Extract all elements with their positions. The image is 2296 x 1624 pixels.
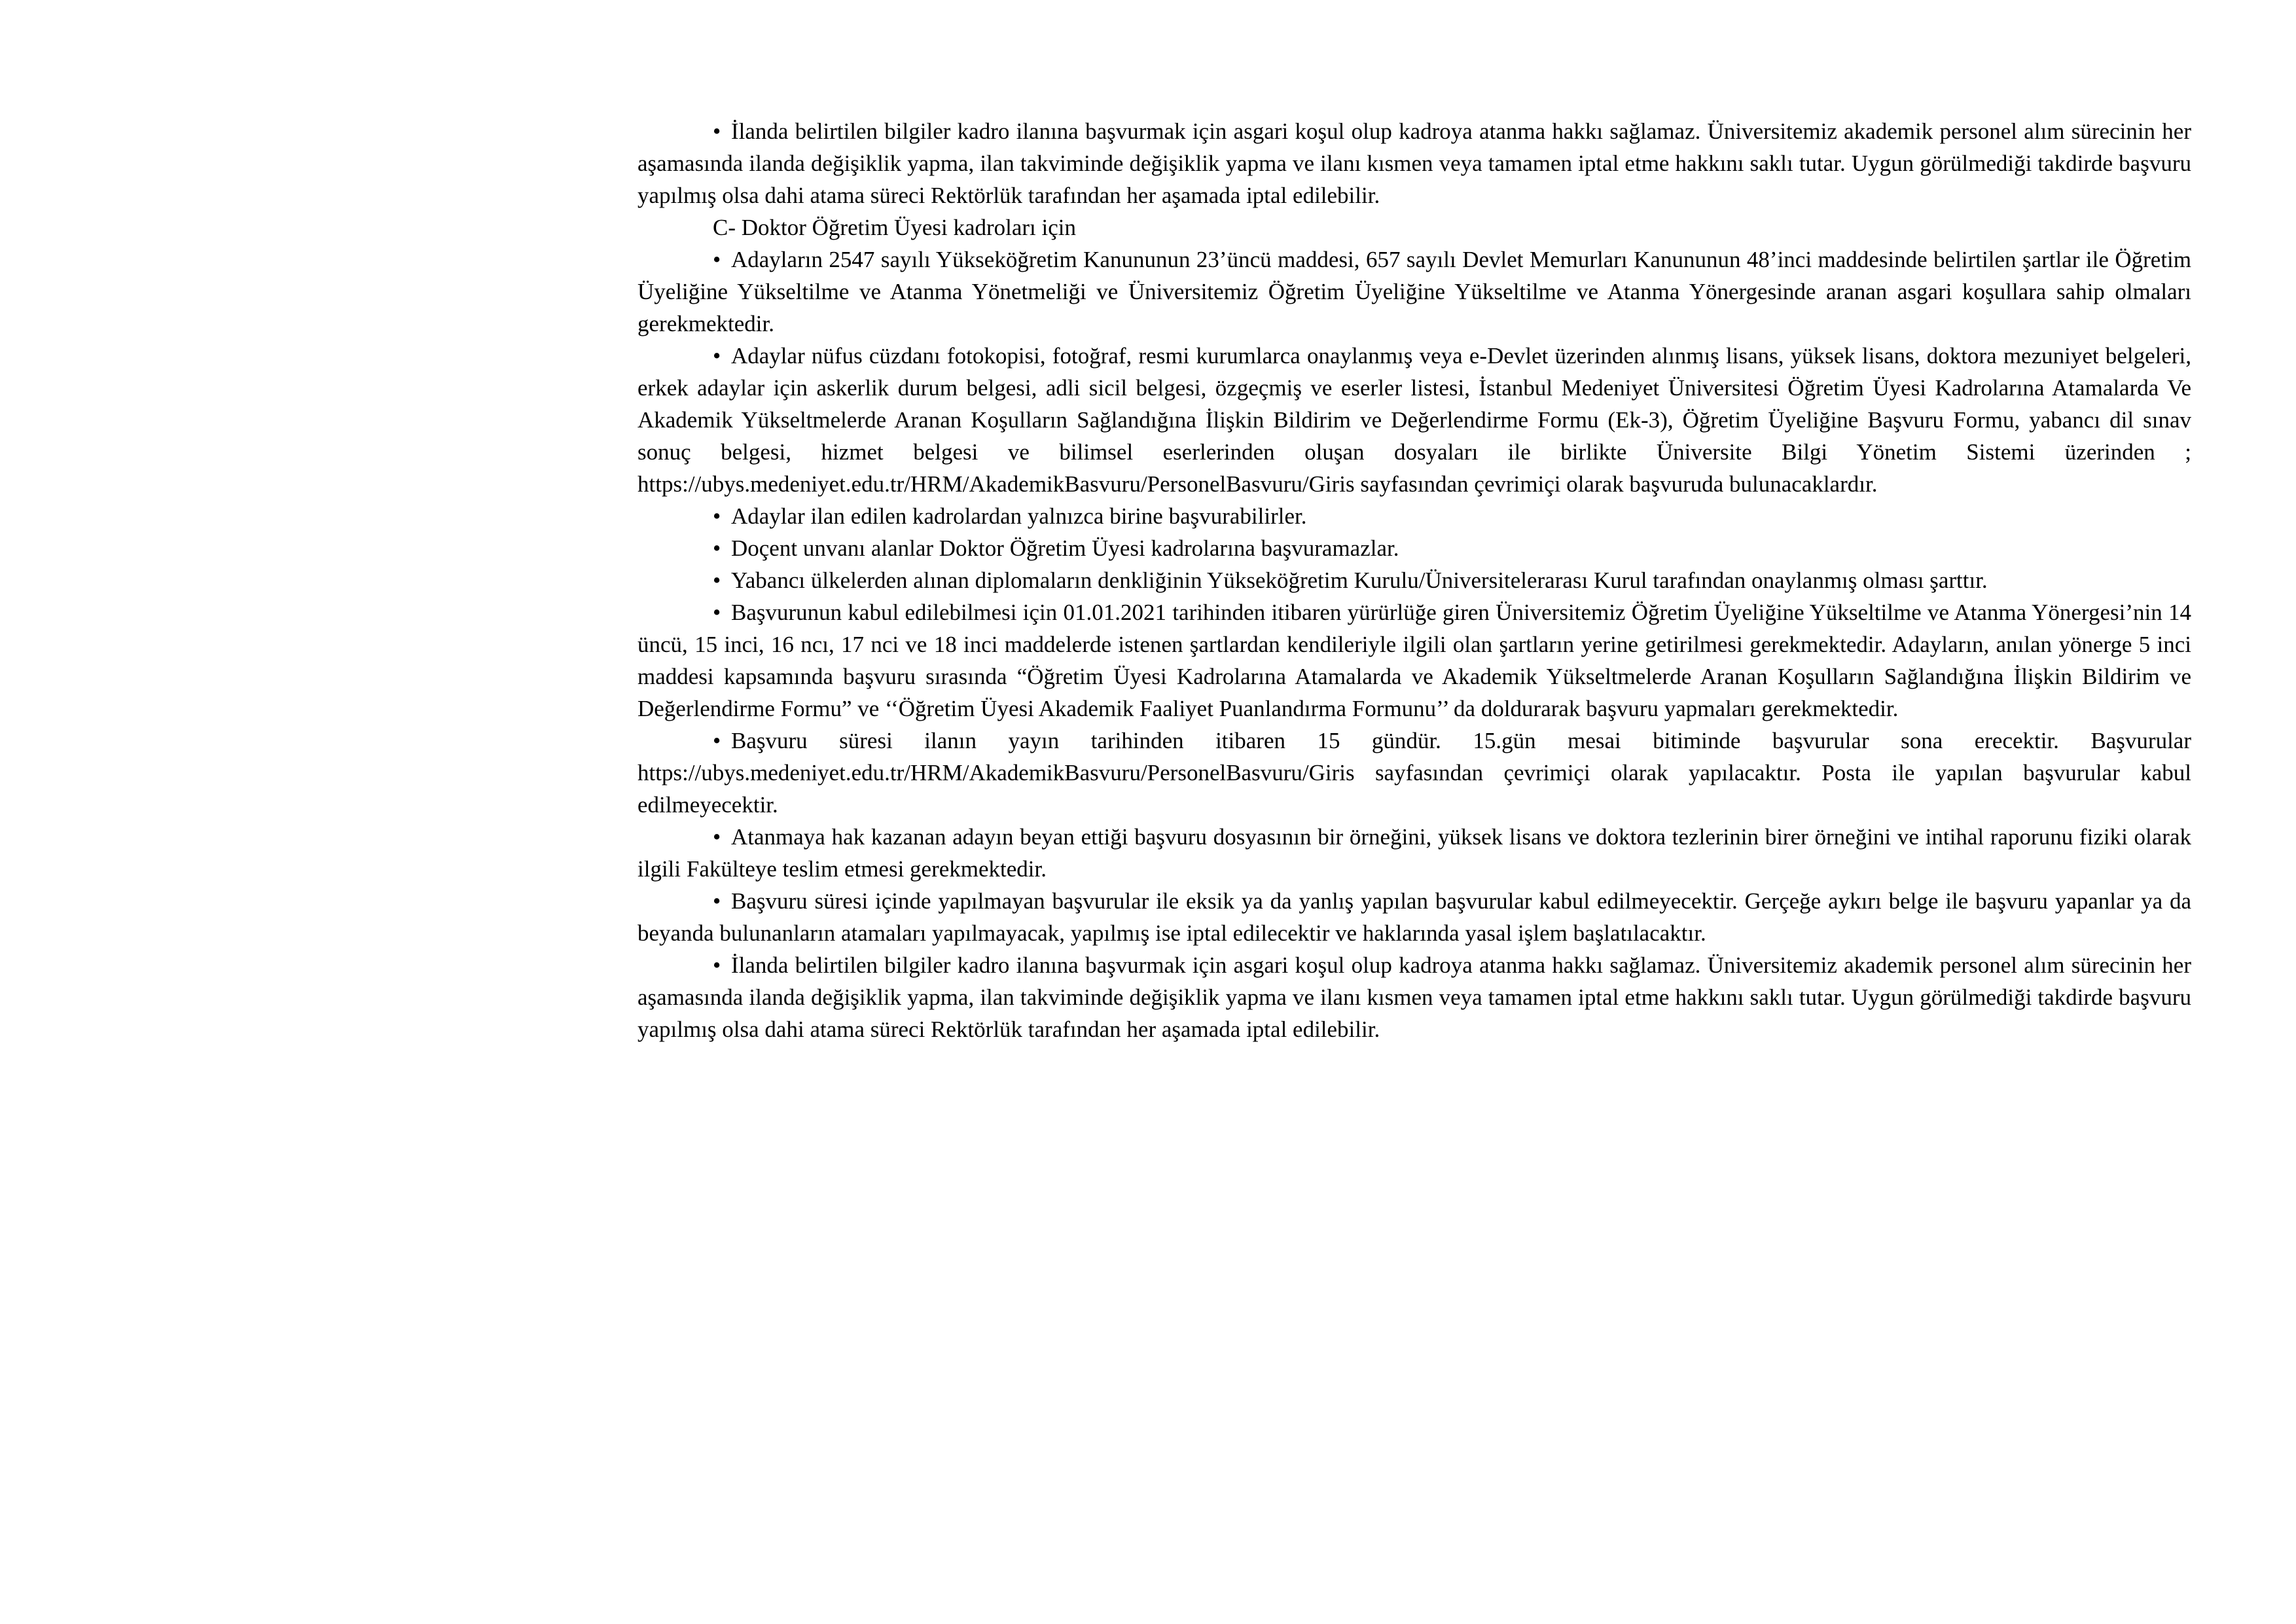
paragraph-bullet bbox=[637, 949, 2191, 1045]
bullet-icon: • bbox=[713, 888, 721, 914]
paragraph-bullet bbox=[637, 821, 2191, 885]
paragraph-bullet bbox=[637, 532, 2191, 564]
bullet-icon: • bbox=[713, 503, 721, 529]
paragraph-bullet bbox=[637, 596, 2191, 725]
paragraph-bullet bbox=[637, 500, 2191, 532]
paragraph-bullet bbox=[637, 885, 2191, 949]
bullet-icon: • bbox=[713, 343, 721, 369]
bullet-icon: • bbox=[713, 728, 721, 753]
paragraph-text: Adaylar nüfus cüzdanı fotokopisi, fotoğraf, resmi kurumlarca onaylanmış veya e-Devlet üzerinden alınmış lisans, yüksek lisans, doktora mezuniyet belgeleri, erkek adaylar için askerlik durum belgesi, adli sicil belgesi, özgeçmiş ve eserler listesi, İstanbul Medeniyet Üniversitesi Öğretim Üyesi Kadrolarına Atamalarda Ve Akademik Yükseltmelerde Aranan Koşulların Sağlandığına İlişkin Bildirim ve Değerlendirme Formu (Ek-3), Öğretim Üyeliğine Başvuru Formu, yabancı dil sınav sonuç belgesi, hizmet belgesi ve bilimsel eserlerinden oluşan dosyaları ile birlikte Üniversite Bilgi Yönetim Sistemi üzerinden ; https://ubys.medeniyet.edu.tr/HRM/AkademikBasvuru/PersonelBasvuru/Giris sayfasından çevrimiçi olarak başvuruda bulunacaklardır. bbox=[637, 343, 2191, 497]
bullet-icon: • bbox=[713, 247, 721, 272]
bullet-icon: • bbox=[713, 600, 721, 625]
heading-text: C- Doktor Öğretim Üyesi kadroları için bbox=[713, 215, 1077, 240]
bullet-icon: • bbox=[713, 952, 721, 978]
bullet-icon: • bbox=[713, 118, 721, 144]
paragraph-text: Başvuru süresi içinde yapılmayan başvurular ile eksik ya da yanlış yapılan başvurular kabul edilmeyecektir. Gerçeğe aykırı belge ile başvuru yapanlar ya da beyanda bulunanların atamaları yapılmayacak, yapılmış ise iptal edilecektir ve haklarında yasal işlem başlatılacaktır. bbox=[637, 888, 2191, 946]
bullet-icon: • bbox=[713, 824, 721, 850]
bullet-icon: • bbox=[713, 568, 721, 593]
paragraph-text: Atanmaya hak kazanan adayın beyan ettiği başvuru dosyasının bir örneğini, yüksek lisans ve doktora tezlerinin birer örneğini ve intihal raporunu fiziki olarak ilgili Fakülteye teslim etmesi gerekmektedir. bbox=[637, 824, 2191, 882]
paragraph-text: Adaylar ilan edilen kadrolardan yalnızca birine başvurabilirler. bbox=[731, 503, 1307, 529]
section-heading bbox=[637, 211, 2191, 244]
paragraph-bullet bbox=[637, 725, 2191, 821]
paragraph-text: Adayların 2547 sayılı Yükseköğretim Kanununun 23’üncü maddesi, 657 sayılı Devlet Memurları Kanununun 48’inci maddesinde belirtilen şartlar ile Öğretim Üyeliğine Yükseltilme ve Atanma Yönetmeliği ve Üniversitemiz Öğretim Üyeliğine Yükseltilme ve Atanma Yönergesinde aranan asgari koşullara sahip olmaları gerekmektedir. bbox=[637, 247, 2191, 336]
paragraph-text: Başvurunun kabul edilebilmesi için 01.01.2021 tarihinden itibaren yürürlüğe giren Üniversitemiz Öğretim Üyeliğine Yükseltilme ve Atanma Yönergesi’nin 14 üncü, 15 inci, 16 ncı, 17 nci ve 18 inci maddelerde istenen şartlardan kendileriyle ilgili olan şartların yerine getirilmesi gerekmektedir. Adayların, anılan yönerge 5 inci maddesi kapsamında başvuru sırasında “Öğretim Üyesi Kadrolarına Atamalarda ve Akademik Yükseltmelerde Aranan Koşulların Sağlandığına İlişkin Bildirim ve Değerlendirme Formu” ve ‘‘Öğretim Üyesi Akademik Faaliyet Puanlandırma Formunu’’ da doldurarak başvuru yapmaları gerekmektedir. bbox=[637, 600, 2191, 721]
paragraph-text: İlanda belirtilen bilgiler kadro ilanına başvurmak için asgari koşul olup kadroya atanma hakkı sağlamaz. Üniversitemiz akademik personel alım sürecinin her aşamasında ilanda değişiklik yapma, ilan takviminde değişiklik yapma ve ilanı kısmen veya tamamen iptal etme hakkını saklı tutar. Uygun görülmediği takdirde başvuru yapılmış olsa dahi atama süreci Rektörlük tarafından her aşamada iptal edilebilir. bbox=[637, 952, 2191, 1042]
bullet-icon: • bbox=[713, 535, 721, 561]
paragraph-text: Yabancı ülkelerden alınan diplomaların denkliğinin Yükseköğretim Kurulu/Üniversitelerarası Kurul tarafından onaylanmış olması şarttır. bbox=[731, 568, 1988, 593]
paragraph-text: Başvuru süresi ilanın yayın tarihinden itibaren 15 gündür. 15.gün mesai bitiminde başvurular sona erecektir. Başvurular https://ubys.medeniyet.edu.tr/HRM/AkademikBasvuru/PersonelBasvuru/Giris sayfasından çevrimiçi olarak yapılacaktır. Posta ile yapılan başvurular kabul edilmeyecektir. bbox=[637, 728, 2191, 818]
paragraph-bullet bbox=[637, 115, 2191, 211]
paragraph-bullet bbox=[637, 244, 2191, 340]
document-body bbox=[637, 115, 2191, 1045]
paragraph-bullet bbox=[637, 340, 2191, 500]
paragraph-text: İlanda belirtilen bilgiler kadro ilanına başvurmak için asgari koşul olup kadroya atanma hakkı sağlamaz. Üniversitemiz akademik personel alım sürecinin her aşamasında ilanda değişiklik yapma, ilan takviminde değişiklik yapma ve ilanı kısmen veya tamamen iptal etme hakkını saklı tutar. Uygun görülmediği takdirde başvuru yapılmış olsa dahi atama süreci Rektörlük tarafından her aşamada iptal edilebilir. bbox=[637, 118, 2191, 208]
paragraph-bullet bbox=[637, 564, 2191, 596]
paragraph-text: Doçent unvanı alanlar Doktor Öğretim Üyesi kadrolarına başvuramazlar. bbox=[731, 535, 1399, 561]
